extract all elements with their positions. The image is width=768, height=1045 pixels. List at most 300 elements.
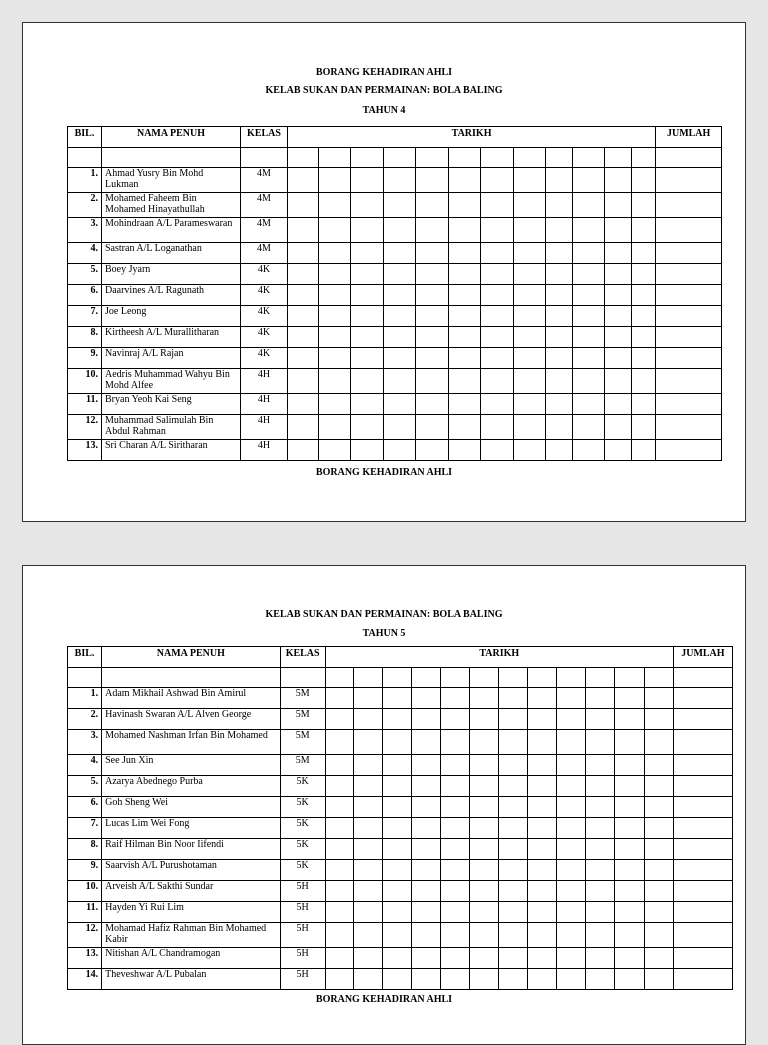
attendance-cell <box>546 306 573 327</box>
table-row <box>68 709 733 730</box>
date-cell <box>288 148 319 168</box>
member-class: 4M <box>241 193 288 218</box>
attendance-cell <box>605 285 632 306</box>
attendance-cell <box>615 776 644 797</box>
attendance-cell <box>605 243 632 264</box>
attendance-cell <box>288 264 319 285</box>
footer-title: BORANG KEHADIRAN AHLI <box>315 467 453 478</box>
attendance-cell <box>605 415 632 440</box>
attendance-cell <box>528 881 557 902</box>
attendance-cell <box>384 243 416 264</box>
attendance-cell <box>615 902 644 923</box>
attendance-cell <box>557 797 586 818</box>
table-row <box>68 369 722 394</box>
attendance-cell <box>615 948 644 969</box>
attendance-cell <box>514 193 546 218</box>
attendance-cell <box>481 218 514 243</box>
attendance-cell <box>557 969 586 990</box>
row-number: 3. <box>68 218 102 243</box>
member-name: Aedris Muhammad Wahyu Bin Mohd Alfee <box>102 369 241 394</box>
attendance-cell <box>449 415 481 440</box>
attendance-cell <box>384 306 416 327</box>
attendance-cell <box>470 797 499 818</box>
row-number: 6. <box>68 285 102 306</box>
attendance-cell <box>351 348 384 369</box>
attendance-cell <box>644 839 673 860</box>
attendance-cell <box>441 776 470 797</box>
member-name: Havinash Swaran A/L Alven George <box>102 709 280 730</box>
attendance-cell <box>382 797 411 818</box>
attendance-cell <box>441 948 470 969</box>
attendance-cell <box>449 264 481 285</box>
attendance-cell <box>441 969 470 990</box>
member-class: 5H <box>280 902 325 923</box>
member-name: Navinraj A/L Rajan <box>102 348 241 369</box>
member-name: Ahmad Yusry Bin Mohd Lukman <box>102 168 241 193</box>
attendance-cell <box>325 860 353 881</box>
attendance-cell <box>481 285 514 306</box>
total-cell <box>673 818 732 839</box>
total-cell <box>673 948 732 969</box>
table-row <box>68 730 733 755</box>
date-cell <box>384 148 416 168</box>
attendance-cell <box>319 440 351 461</box>
attendance-cell <box>384 285 416 306</box>
attendance-cell <box>528 730 557 755</box>
attendance-cell <box>351 327 384 348</box>
attendance-cell <box>325 881 353 902</box>
table-row <box>68 348 722 369</box>
member-class: 5K <box>280 818 325 839</box>
attendance-cell <box>325 709 353 730</box>
row-number: 10. <box>68 369 102 394</box>
attendance-cell <box>441 860 470 881</box>
member-name: Bryan Yeoh Kai Seng <box>102 394 241 415</box>
table-row <box>68 218 722 243</box>
attendance-cell <box>416 348 449 369</box>
attendance-cell <box>605 306 632 327</box>
club-title: KELAB SUKAN DAN PERMAINAN: BOLA BALING <box>265 85 503 96</box>
member-class: 5H <box>280 923 325 948</box>
total-cell <box>656 218 722 243</box>
attendance-cell <box>557 860 586 881</box>
attendance-cell <box>416 168 449 193</box>
attendance-cell <box>481 415 514 440</box>
table-row <box>68 306 722 327</box>
attendance-cell <box>288 168 319 193</box>
attendance-cell <box>351 369 384 394</box>
total-cell <box>656 264 722 285</box>
attendance-cell <box>632 415 656 440</box>
attendance-cell <box>449 440 481 461</box>
attendance-cell <box>319 243 351 264</box>
total-cell <box>673 881 732 902</box>
attendance-cell <box>411 881 440 902</box>
attendance-cell <box>382 688 411 709</box>
member-class: 5K <box>280 860 325 881</box>
attendance-cell <box>382 776 411 797</box>
attendance-cell <box>441 902 470 923</box>
attendance-cell <box>449 369 481 394</box>
attendance-cell <box>586 902 615 923</box>
attendance-cell <box>441 755 470 776</box>
table-row <box>68 969 733 990</box>
attendance-cell <box>384 327 416 348</box>
attendance-cell <box>586 881 615 902</box>
attendance-cell <box>615 969 644 990</box>
attendance-cell <box>441 839 470 860</box>
attendance-cell <box>351 168 384 193</box>
member-class: 4M <box>241 168 288 193</box>
date-cell <box>615 668 644 688</box>
date-cell <box>514 148 546 168</box>
member-name: Sastran A/L Loganathan <box>102 243 241 264</box>
attendance-cell <box>441 730 470 755</box>
table-row <box>68 440 722 461</box>
total-cell <box>656 243 722 264</box>
attendance-cell <box>557 923 586 948</box>
attendance-cell <box>449 327 481 348</box>
attendance-cell <box>353 948 382 969</box>
attendance-cell <box>353 860 382 881</box>
member-name: Joe Leong <box>102 306 241 327</box>
attendance-cell <box>499 688 528 709</box>
attendance-cell <box>573 415 605 440</box>
attendance-cell <box>499 709 528 730</box>
attendance-cell <box>586 755 615 776</box>
attendance-cell <box>546 193 573 218</box>
attendance-cell <box>615 839 644 860</box>
blank-cell <box>280 668 325 688</box>
attendance-cell <box>573 218 605 243</box>
total-cell <box>656 168 722 193</box>
table-row <box>68 902 733 923</box>
attendance-cell <box>449 218 481 243</box>
table-row <box>68 264 722 285</box>
row-number: 5. <box>68 264 102 285</box>
total-cell <box>656 394 722 415</box>
attendance-cell <box>546 394 573 415</box>
attendance-cell <box>353 818 382 839</box>
total-cell <box>673 902 732 923</box>
attendance-cell <box>384 193 416 218</box>
attendance-cell <box>319 168 351 193</box>
date-cell <box>353 668 382 688</box>
member-name: See Jun Xin <box>102 755 280 776</box>
attendance-cell <box>528 923 557 948</box>
table-row <box>68 394 722 415</box>
attendance-cell <box>470 730 499 755</box>
row-number: 4. <box>68 243 102 264</box>
row-number: 9. <box>68 860 102 881</box>
member-class: 4M <box>241 243 288 264</box>
member-name: Mohamad Hafiz Rahman Bin Mohamed Kabir <box>102 923 280 948</box>
attendance-cell <box>384 264 416 285</box>
attendance-cell <box>325 818 353 839</box>
table-row <box>68 948 733 969</box>
attendance-cell <box>632 218 656 243</box>
attendance-cell <box>351 394 384 415</box>
table-row <box>68 415 722 440</box>
attendance-cell <box>288 285 319 306</box>
attendance-cell <box>382 881 411 902</box>
col-kelas-header: KELAS <box>241 127 288 148</box>
attendance-cell <box>615 860 644 881</box>
attendance-cell <box>499 881 528 902</box>
header-row <box>68 127 722 148</box>
attendance-cell <box>411 755 440 776</box>
attendance-cell <box>351 193 384 218</box>
attendance-cell <box>605 440 632 461</box>
attendance-cell <box>546 415 573 440</box>
row-number: 13. <box>68 440 102 461</box>
attendance-page-1 <box>22 22 746 522</box>
attendance-cell <box>481 369 514 394</box>
date-cell <box>632 148 656 168</box>
attendance-cell <box>382 755 411 776</box>
attendance-cell <box>514 243 546 264</box>
attendance-cell <box>605 327 632 348</box>
attendance-cell <box>499 818 528 839</box>
table-row <box>68 243 722 264</box>
attendance-cell <box>499 730 528 755</box>
date-cell <box>416 148 449 168</box>
blank-cell <box>102 668 280 688</box>
total-cell <box>673 839 732 860</box>
attendance-cell <box>573 348 605 369</box>
blank-cell <box>656 148 722 168</box>
attendance-cell <box>514 369 546 394</box>
attendance-cell <box>416 264 449 285</box>
attendance-cell <box>416 440 449 461</box>
attendance-cell <box>586 839 615 860</box>
total-cell <box>656 415 722 440</box>
row-number: 2. <box>68 193 102 218</box>
member-class: 5K <box>280 797 325 818</box>
attendance-cell <box>353 969 382 990</box>
club-title: KELAB SUKAN DAN PERMAINAN: BOLA BALING <box>265 609 503 620</box>
attendance-cell <box>351 306 384 327</box>
row-number: 11. <box>68 394 102 415</box>
attendance-cell <box>573 243 605 264</box>
table-row <box>68 797 733 818</box>
attendance-cell <box>411 709 440 730</box>
table-row <box>68 881 733 902</box>
attendance-cell <box>441 881 470 902</box>
attendance-cell <box>319 415 351 440</box>
attendance-cell <box>586 969 615 990</box>
attendance-cell <box>644 881 673 902</box>
member-class: 5K <box>280 839 325 860</box>
attendance-cell <box>605 369 632 394</box>
attendance-cell <box>499 797 528 818</box>
attendance-cell <box>382 818 411 839</box>
attendance-cell <box>470 755 499 776</box>
date-cell <box>644 668 673 688</box>
attendance-cell <box>353 797 382 818</box>
attendance-cell <box>382 948 411 969</box>
attendance-cell <box>514 306 546 327</box>
attendance-cell <box>557 776 586 797</box>
attendance-cell <box>557 755 586 776</box>
attendance-cell <box>586 923 615 948</box>
year-title: TAHUN 4 <box>362 105 406 116</box>
attendance-cell <box>353 709 382 730</box>
header-row <box>68 647 733 668</box>
member-name: Raif Hilman Bin Noor Iifendi <box>102 839 280 860</box>
attendance-cell <box>481 440 514 461</box>
attendance-cell <box>353 755 382 776</box>
attendance-cell <box>557 839 586 860</box>
date-cell <box>586 668 615 688</box>
attendance-cell <box>586 948 615 969</box>
attendance-table <box>67 646 733 990</box>
table-row <box>68 776 733 797</box>
attendance-cell <box>411 688 440 709</box>
attendance-cell <box>615 730 644 755</box>
attendance-cell <box>353 923 382 948</box>
attendance-cell <box>481 306 514 327</box>
member-name: Kirtheesh A/L Murallitharan <box>102 327 241 348</box>
attendance-table <box>67 126 722 461</box>
date-cell <box>573 148 605 168</box>
row-number: 5. <box>68 776 102 797</box>
attendance-cell <box>615 818 644 839</box>
attendance-cell <box>441 923 470 948</box>
attendance-cell <box>351 264 384 285</box>
attendance-cell <box>351 218 384 243</box>
row-number: 14. <box>68 969 102 990</box>
attendance-cell <box>288 243 319 264</box>
attendance-cell <box>514 285 546 306</box>
attendance-cell <box>514 394 546 415</box>
col-bil-header: BIL. <box>68 647 102 668</box>
attendance-cell <box>449 243 481 264</box>
attendance-cell <box>557 688 586 709</box>
member-class: 4H <box>241 440 288 461</box>
attendance-cell <box>586 730 615 755</box>
row-number: 12. <box>68 923 102 948</box>
attendance-cell <box>288 394 319 415</box>
attendance-cell <box>470 902 499 923</box>
attendance-cell <box>605 218 632 243</box>
col-tarikh-header: TARIKH <box>325 647 673 668</box>
total-cell <box>656 369 722 394</box>
attendance-cell <box>384 440 416 461</box>
member-class: 5K <box>280 776 325 797</box>
total-cell <box>656 348 722 369</box>
attendance-cell <box>288 440 319 461</box>
col-kelas-header: KELAS <box>280 647 325 668</box>
attendance-cell <box>586 797 615 818</box>
member-class: 4H <box>241 415 288 440</box>
attendance-cell <box>411 818 440 839</box>
attendance-cell <box>382 730 411 755</box>
attendance-cell <box>557 709 586 730</box>
attendance-cell <box>325 776 353 797</box>
attendance-cell <box>288 218 319 243</box>
attendance-cell <box>528 688 557 709</box>
attendance-cell <box>632 327 656 348</box>
member-name: Theveshwar A/L Pubalan <box>102 969 280 990</box>
member-class: 5H <box>280 881 325 902</box>
date-cell <box>325 668 353 688</box>
attendance-cell <box>528 969 557 990</box>
date-cell <box>319 148 351 168</box>
attendance-cell <box>528 709 557 730</box>
attendance-cell <box>441 797 470 818</box>
attendance-cell <box>632 306 656 327</box>
attendance-cell <box>632 264 656 285</box>
attendance-cell <box>470 923 499 948</box>
date-cell <box>481 148 514 168</box>
attendance-cell <box>481 394 514 415</box>
attendance-cell <box>416 193 449 218</box>
attendance-cell <box>557 730 586 755</box>
attendance-cell <box>411 902 440 923</box>
attendance-cell <box>470 839 499 860</box>
date-cell <box>449 148 481 168</box>
attendance-cell <box>499 969 528 990</box>
attendance-cell <box>605 168 632 193</box>
total-cell <box>656 193 722 218</box>
attendance-cell <box>470 948 499 969</box>
date-cell <box>499 668 528 688</box>
date-cell <box>528 668 557 688</box>
row-number: 12. <box>68 415 102 440</box>
blank-date-row <box>68 148 722 168</box>
attendance-cell <box>319 193 351 218</box>
attendance-cell <box>546 369 573 394</box>
attendance-cell <box>411 860 440 881</box>
attendance-cell <box>449 168 481 193</box>
attendance-cell <box>288 327 319 348</box>
member-class: 4H <box>241 394 288 415</box>
attendance-cell <box>411 776 440 797</box>
date-cell <box>351 148 384 168</box>
total-cell <box>656 306 722 327</box>
blank-cell <box>673 668 732 688</box>
attendance-cell <box>325 688 353 709</box>
attendance-cell <box>546 348 573 369</box>
attendance-cell <box>499 902 528 923</box>
attendance-cell <box>644 948 673 969</box>
member-name: Azarya Abednego Purba <box>102 776 280 797</box>
attendance-cell <box>644 818 673 839</box>
attendance-cell <box>528 902 557 923</box>
attendance-cell <box>546 243 573 264</box>
attendance-cell <box>411 797 440 818</box>
member-class: 4K <box>241 348 288 369</box>
member-name: Boey Jyarn <box>102 264 241 285</box>
attendance-cell <box>615 881 644 902</box>
col-nama-header: NAMA PENUH <box>102 647 280 668</box>
attendance-cell <box>615 688 644 709</box>
attendance-cell <box>441 818 470 839</box>
total-cell <box>656 440 722 461</box>
attendance-cell <box>632 440 656 461</box>
row-number: 10. <box>68 881 102 902</box>
attendance-cell <box>470 881 499 902</box>
total-cell <box>673 797 732 818</box>
attendance-cell <box>586 860 615 881</box>
table-row <box>68 688 733 709</box>
attendance-cell <box>382 860 411 881</box>
attendance-cell <box>470 818 499 839</box>
attendance-cell <box>557 902 586 923</box>
attendance-cell <box>514 415 546 440</box>
attendance-cell <box>353 881 382 902</box>
